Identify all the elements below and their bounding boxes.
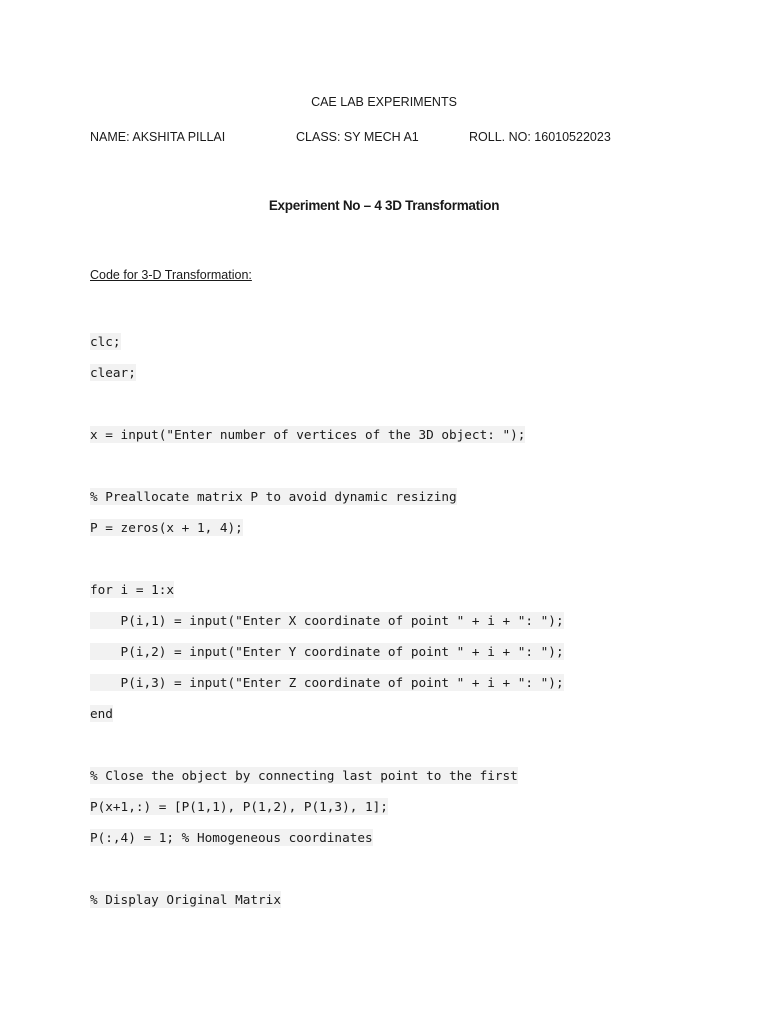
code-line (90, 767, 690, 798)
experiment-heading: Experiment No – 4 3D Transformation (268, 198, 500, 213)
code-line (90, 581, 690, 612)
student-class: CLASS: SY MECH A1 (296, 130, 419, 144)
code-line-text: P(i,3) = input("Enter Z coordinate of point " + i + ": "); (90, 675, 564, 690)
code-line (90, 643, 690, 674)
code-line (90, 426, 690, 457)
code-line (90, 674, 690, 705)
student-info-row (90, 130, 690, 148)
code-line-text: for i = 1:x (90, 582, 175, 597)
code-line-text: P(i,2) = input("Enter Y coordinate of point " + i + ": "); (90, 644, 564, 659)
code-blank-line (90, 736, 690, 767)
code-line-text: clc; (90, 334, 121, 349)
code-line (90, 333, 690, 364)
code-blank-line (90, 395, 690, 426)
code-blank-line (90, 457, 690, 488)
document-title: CAE LAB EXPERIMENTS (311, 95, 457, 109)
code-line-text: clear; (90, 365, 136, 380)
code-line-text: end (90, 706, 113, 721)
code-line (90, 612, 690, 643)
code-line (90, 705, 690, 736)
code-line-text: P = zeros(x + 1, 4); (90, 520, 243, 535)
code-line-text: P(:,4) = 1; % Homogeneous coordinates (90, 830, 373, 845)
student-name: NAME: AKSHITA PILLAI (90, 130, 226, 144)
code-line (90, 488, 690, 519)
code-section-heading: Code for 3-D Transformation: (90, 268, 252, 282)
code-line (90, 519, 690, 550)
code-line-text: x = input("Enter number of vertices of the 3D object: "); (90, 427, 526, 442)
code-line (90, 829, 690, 860)
code-blank-line (90, 860, 690, 891)
code-line-text: P(i,1) = input("Enter X coordinate of point " + i + ": "); (90, 613, 564, 628)
code-line (90, 364, 690, 395)
code-line-text: P(x+1,:) = [P(1,1), P(1,2), P(1,3), 1]; (90, 799, 388, 814)
code-blank-line (90, 550, 690, 581)
code-line-text: % Display Original Matrix (90, 892, 281, 907)
code-line (90, 798, 690, 829)
code-block (90, 333, 690, 922)
code-line (90, 891, 690, 922)
student-roll-number: ROLL. NO: 16010522023 (469, 130, 611, 144)
code-line-text: % Close the object by connecting last point to the first (90, 768, 518, 783)
code-line-text: % Preallocate matrix P to avoid dynamic resizing (90, 489, 457, 504)
